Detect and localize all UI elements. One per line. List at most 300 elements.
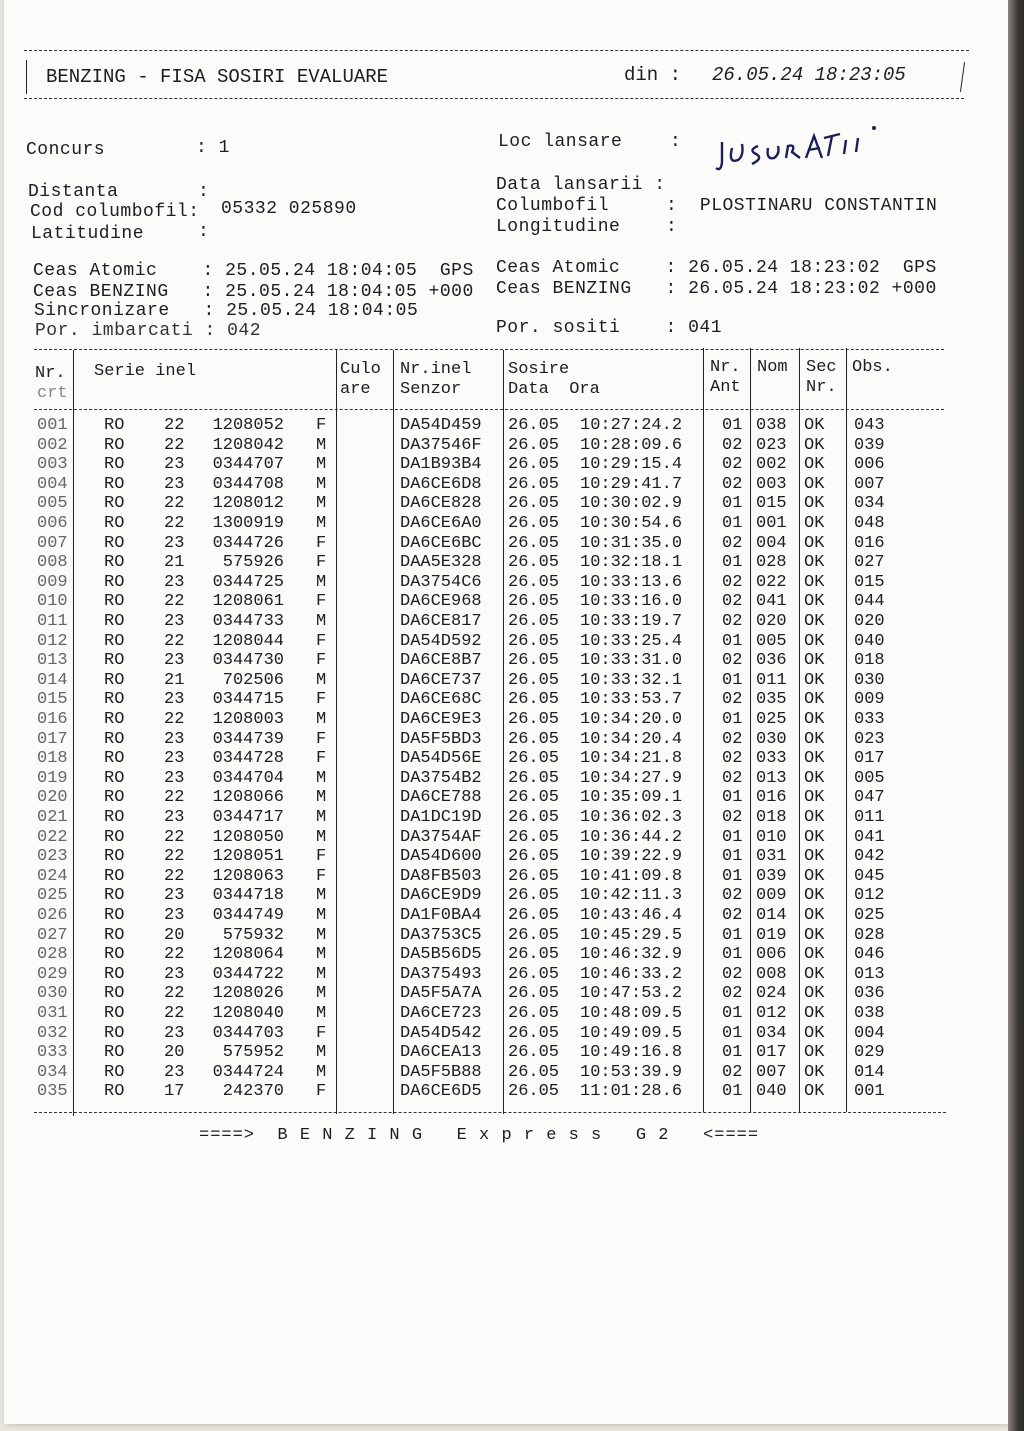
row-antenna: 01 [722,788,743,808]
col-ant-1: Nr. [710,358,741,377]
row-nr: 025 [37,886,68,906]
row-arrival-date: 26.05 [508,886,560,906]
row-sec: OK [804,1043,825,1063]
row-arrival-time: 10:46:32.9 [580,945,683,965]
row-ring-number: 1208066 [212,788,284,808]
row-obs: 004 [854,1023,885,1043]
row-nr: 005 [37,494,68,514]
row-sensor-id: DA6CE968 [400,592,482,612]
ceas-benzing-lansare: Ceas BENZING : 25.05.24 18:04:05 +000 [33,282,474,302]
row-arrival-date: 26.05 [508,474,560,494]
row-sensor-id: DA1B93B4 [400,455,482,475]
row-nr: 017 [37,729,68,749]
row-ring-number: 1208044 [212,631,284,651]
row-obs: 038 [854,1004,885,1023]
row-ring-number: 1208052 [212,416,284,435]
row-sex: M [316,455,327,475]
row-nom: 035 [756,690,787,710]
row-ring-number: 1208064 [212,945,284,965]
row-year: 22 [164,631,185,651]
row-sensor-id: DA6CE788 [400,788,482,808]
row-sensor-id: DA1F0BA4 [400,906,482,925]
row-year: 22 [164,710,185,729]
row-sec: OK [804,670,825,690]
row-sec: OK [804,1004,825,1023]
row-sec: OK [804,435,825,455]
row-nr: 014 [37,670,68,690]
table-row [4,847,944,866]
row-sec: OK [804,1023,825,1043]
table-row [4,965,944,984]
row-sex: M [316,514,327,533]
row-sec: OK [804,886,825,906]
row-nr: 029 [37,964,68,984]
row-obs: 007 [854,474,885,494]
row-country: RO [104,690,125,710]
table-row [4,475,944,494]
row-sensor-id: DA6CE6BC [400,533,482,553]
row-antenna: 02 [722,572,743,592]
table-row [4,1024,944,1043]
row-arrival-time: 10:34:21.8 [580,749,683,769]
row-year: 23 [164,651,185,671]
table-row [4,690,944,709]
row-antenna: 01 [722,866,743,886]
row-nr: 012 [37,631,68,651]
row-nr: 008 [37,553,68,573]
row-nom: 016 [756,788,787,808]
col-sec-1: Sec [806,358,837,377]
row-year: 22 [164,494,185,514]
row-nr: 022 [37,827,68,847]
row-year: 22 [164,435,185,455]
table-row [4,730,944,749]
row-nom: 001 [756,514,787,533]
row-antenna: 02 [722,612,743,631]
row-ring-number: 0344726 [212,533,284,553]
row-sec: OK [804,1082,825,1102]
row-sensor-id: DA5F5A7A [400,984,482,1004]
row-arrival-time: 11:01:28.6 [580,1082,683,1102]
row-sex: M [316,886,327,906]
row-sex: M [316,827,327,847]
row-year: 23 [164,729,185,749]
loc-lansare-sep: : [670,132,682,152]
row-antenna: 01 [722,710,743,729]
row-ring-number: 0344724 [212,1062,284,1082]
row-nom: 030 [756,729,787,749]
table-row [4,886,944,905]
row-arrival-time: 10:28:09.6 [580,435,683,455]
row-nom: 009 [756,886,787,906]
row-country: RO [104,572,125,592]
row-antenna: 02 [722,690,743,710]
row-antenna: 01 [722,631,743,651]
row-obs: 043 [854,416,885,435]
row-arrival-date: 26.05 [508,1082,560,1102]
table-row [4,436,944,455]
concurs-label: Concurs [26,140,106,160]
row-ring-number: 1208040 [212,1004,284,1023]
row-year: 22 [164,592,185,612]
distanta-sep: : [198,182,210,202]
row-nom: 002 [756,455,787,475]
row-arrival-time: 10:33:32.1 [580,670,683,690]
row-sex: M [316,1043,327,1063]
row-sex: F [316,631,327,651]
row-ring-number: 242370 [222,1082,284,1102]
row-antenna: 01 [722,553,743,573]
row-country: RO [104,631,125,651]
row-arrival-date: 26.05 [508,494,560,514]
row-sec: OK [804,494,825,514]
row-year: 20 [164,925,185,945]
row-sensor-id: DA6CE737 [400,670,482,690]
row-nom: 028 [756,553,787,573]
row-arrival-date: 26.05 [508,690,560,710]
row-sex: M [316,906,327,925]
row-sensor-id: DA37546F [400,435,482,455]
latitudine-label: Latitudine [31,224,145,244]
row-arrival-time: 10:41:09.8 [580,866,683,886]
row-year: 22 [164,866,185,886]
row-year: 21 [164,670,185,690]
row-nr: 010 [37,592,68,612]
row-nom: 039 [756,866,787,886]
row-nom: 017 [756,1043,787,1063]
row-sec: OK [804,964,825,984]
row-arrival-date: 26.05 [508,1062,560,1082]
row-sex: M [316,768,327,788]
row-antenna: 02 [722,808,743,827]
row-obs: 040 [854,631,885,651]
row-country: RO [104,1062,125,1082]
row-arrival-time: 10:33:13.6 [580,572,683,592]
row-arrival-date: 26.05 [508,729,560,749]
row-arrival-date: 26.05 [508,788,560,808]
row-arrival-time: 10:35:09.1 [580,788,683,808]
row-antenna: 02 [722,768,743,788]
col-nr-2: crt [37,384,68,403]
row-sensor-id: DA5F5B88 [400,1062,482,1082]
row-ring-number: 1208063 [212,866,284,886]
row-sec: OK [804,455,825,475]
row-sec: OK [804,768,825,788]
row-sex: M [316,1004,327,1023]
row-nr: 027 [37,925,68,945]
row-sex: F [316,729,327,749]
row-obs: 015 [854,572,885,592]
row-arrival-date: 26.05 [508,1004,560,1023]
row-nom: 008 [756,964,787,984]
table-row [4,1082,944,1101]
row-arrival-date: 26.05 [508,612,560,631]
row-year: 23 [164,749,185,769]
row-sex: F [316,533,327,553]
row-country: RO [104,435,125,455]
row-antenna: 01 [722,847,743,867]
row-sec: OK [804,572,825,592]
row-sensor-id: DA54D56E [400,749,482,769]
row-ring-number: 0344707 [212,455,284,475]
row-year: 22 [164,945,185,965]
row-country: RO [104,710,125,729]
table-row [4,945,944,964]
col-serie-inel: Serie inel [94,362,197,381]
row-sensor-id: DA6CE9E3 [400,710,482,729]
row-sec: OK [804,710,825,729]
row-arrival-time: 10:43:46.4 [580,906,683,925]
row-arrival-date: 26.05 [508,1043,560,1063]
row-nr: 001 [37,416,68,435]
row-country: RO [104,1043,125,1063]
row-antenna: 02 [722,592,743,612]
row-arrival-date: 26.05 [508,808,560,827]
row-arrival-time: 10:33:53.7 [580,690,683,710]
row-obs: 001 [854,1082,885,1102]
row-year: 23 [164,572,185,592]
row-country: RO [104,1023,125,1043]
col-nom: Nom [757,358,788,377]
row-ring-number: 0344717 [212,808,284,827]
row-arrival-time: 10:33:16.0 [580,592,683,612]
title-bottom-border [24,98,964,99]
report-datetime: 26.05.24 18:23:05 [712,64,906,86]
row-country: RO [104,964,125,984]
col-sosire-2: Data Ora [508,380,600,399]
row-obs: 039 [854,435,885,455]
title-left-border [26,60,27,94]
row-sex: F [316,866,327,886]
row-arrival-time: 10:36:02.3 [580,808,683,827]
row-sec: OK [804,945,825,965]
row-year: 22 [164,416,185,435]
row-sec: OK [804,612,825,631]
title-top-border [24,50,969,51]
row-sensor-id: DA54D600 [400,847,482,867]
longitudine-sep: : [666,217,678,237]
row-arrival-date: 26.05 [508,631,560,651]
row-arrival-date: 26.05 [508,533,560,553]
row-arrival-time: 10:34:20.4 [580,729,683,749]
row-nr: 035 [37,1082,68,1102]
row-obs: 046 [854,945,885,965]
table-row [4,632,944,651]
longitudine-label: Longitudine [496,217,621,237]
row-year: 22 [164,788,185,808]
table-top-border [34,349,944,350]
row-sec: OK [804,866,825,886]
row-sex: M [316,710,327,729]
row-nom: 036 [756,651,787,671]
row-country: RO [104,906,125,925]
row-year: 22 [164,847,185,867]
row-sec: OK [804,416,825,435]
row-sex: M [316,984,327,1004]
col-sosire-1: Sosire [508,360,570,379]
row-country: RO [104,474,125,494]
row-arrival-date: 26.05 [508,945,560,965]
row-arrival-time: 10:30:54.6 [580,514,683,533]
row-country: RO [104,612,125,631]
row-sex: M [316,572,327,592]
table-row [4,808,944,827]
row-antenna: 01 [722,1023,743,1043]
background-edge [1008,0,1024,1431]
row-year: 23 [164,455,185,475]
row-nr: 024 [37,866,68,886]
loc-lansare-label: Loc lansare [498,132,623,152]
row-obs: 016 [854,533,885,553]
row-country: RO [104,788,125,808]
row-arrival-time: 10:31:35.0 [580,533,683,553]
row-arrival-time: 10:29:15.4 [580,455,683,475]
row-arrival-date: 26.05 [508,514,560,533]
row-arrival-date: 26.05 [508,1023,560,1043]
row-nr: 002 [37,435,68,455]
row-year: 22 [164,984,185,1004]
row-nom: 010 [756,827,787,847]
latitudine-sep: : [198,222,210,242]
row-year: 20 [164,1043,185,1063]
row-country: RO [104,866,125,886]
row-nr: 030 [37,984,68,1004]
row-sensor-id: DA5B56D5 [400,945,482,965]
row-nr: 003 [37,455,68,475]
row-nr: 033 [37,1043,68,1063]
table-row [4,494,944,513]
row-nr: 026 [37,906,68,925]
row-arrival-time: 10:39:22.9 [580,847,683,867]
row-country: RO [104,455,125,475]
row-antenna: 02 [722,533,743,553]
col-culoare-2: are [340,380,371,399]
row-arrival-time: 10:46:33.2 [580,964,683,984]
row-sec: OK [804,925,825,945]
row-sensor-id: DA5F5BD3 [400,729,482,749]
col-nrinel-2: Senzor [400,380,462,399]
row-ring-number: 0344704 [212,768,284,788]
row-nom: 024 [756,984,787,1004]
row-obs: 036 [854,984,885,1004]
row-country: RO [104,670,125,690]
row-arrival-time: 10:33:19.7 [580,612,683,631]
row-year: 17 [164,1082,185,1102]
row-obs: 005 [854,768,885,788]
row-nom: 038 [756,416,787,435]
row-arrival-time: 10:29:41.7 [580,474,683,494]
row-country: RO [104,847,125,867]
row-obs: 047 [854,788,885,808]
row-arrival-time: 10:48:09.5 [580,1004,683,1023]
row-sensor-id: DA54D459 [400,416,482,435]
ceas-atomic-lansare: Ceas Atomic : 25.05.24 18:04:05 GPS [33,261,474,281]
row-nr: 007 [37,533,68,553]
row-sec: OK [804,690,825,710]
table-row [4,1004,944,1023]
row-antenna: 01 [722,925,743,945]
row-ring-number: 0344715 [212,690,284,710]
benzing-footer: ====> B E N Z I N G E x p r e s s G 2 <==== [199,1126,760,1145]
row-antenna: 01 [722,827,743,847]
row-antenna: 01 [722,1082,743,1102]
row-antenna: 02 [722,886,743,906]
porumbei-sositi: Por. sositi : 041 [496,318,723,338]
row-sec: OK [804,984,825,1004]
row-ring-number: 575926 [222,553,284,573]
row-arrival-date: 26.05 [508,592,560,612]
row-year: 21 [164,553,185,573]
row-obs: 048 [854,514,885,533]
col-sec-2: Nr. [806,378,837,397]
row-nom: 014 [756,906,787,925]
row-sex: M [316,945,327,965]
row-sex: F [316,553,327,573]
row-year: 23 [164,886,185,906]
row-year: 23 [164,1023,185,1043]
row-nr: 034 [37,1062,68,1082]
report-title: BENZING - FISA SOSIRI EVALUARE [46,66,389,88]
row-arrival-time: 10:27:24.2 [580,416,683,435]
row-country: RO [104,514,125,533]
row-obs: 020 [854,612,885,631]
row-sex: M [316,474,327,494]
row-antenna: 02 [722,474,743,494]
row-sex: F [316,690,327,710]
table-row [4,984,944,1003]
row-sensor-id: DAA5E328 [400,553,482,573]
row-obs: 029 [854,1043,885,1063]
row-sex: F [316,1082,327,1102]
row-ring-number: 1208061 [212,592,284,612]
table-row [4,749,944,768]
row-sec: OK [804,906,825,925]
sincronizare: Sincronizare : 25.05.24 18:04:05 [34,301,419,321]
row-country: RO [104,553,125,573]
row-year: 22 [164,827,185,847]
col-obs: Obs. [852,358,893,377]
row-year: 23 [164,808,185,827]
row-antenna: 02 [722,984,743,1004]
row-nom: 034 [756,1023,787,1043]
table-row [4,788,944,807]
row-country: RO [104,729,125,749]
row-year: 23 [164,964,185,984]
col-nr-1: Nr. [35,364,66,383]
title-right-border [960,62,965,92]
row-year: 23 [164,690,185,710]
row-sensor-id: DA6CE723 [400,1004,482,1023]
row-sec: OK [804,808,825,827]
row-ring-number: 0344728 [212,749,284,769]
row-arrival-date: 26.05 [508,416,560,435]
row-antenna: 02 [722,729,743,749]
ceas-atomic-sosire: Ceas Atomic : 26.05.24 18:23:02 GPS [496,258,937,278]
row-year: 23 [164,1062,185,1082]
row-nr: 015 [37,690,68,710]
row-sex: M [316,808,327,827]
table-row [4,514,944,533]
printout-sheet [4,0,1008,1424]
row-ring-number: 575932 [222,925,284,945]
row-year: 23 [164,612,185,631]
table-row [4,867,944,886]
row-nom: 004 [756,533,787,553]
row-obs: 011 [854,808,885,827]
row-ring-number: 0344722 [212,964,284,984]
row-ring-number: 0344725 [212,572,284,592]
row-nr: 032 [37,1023,68,1043]
